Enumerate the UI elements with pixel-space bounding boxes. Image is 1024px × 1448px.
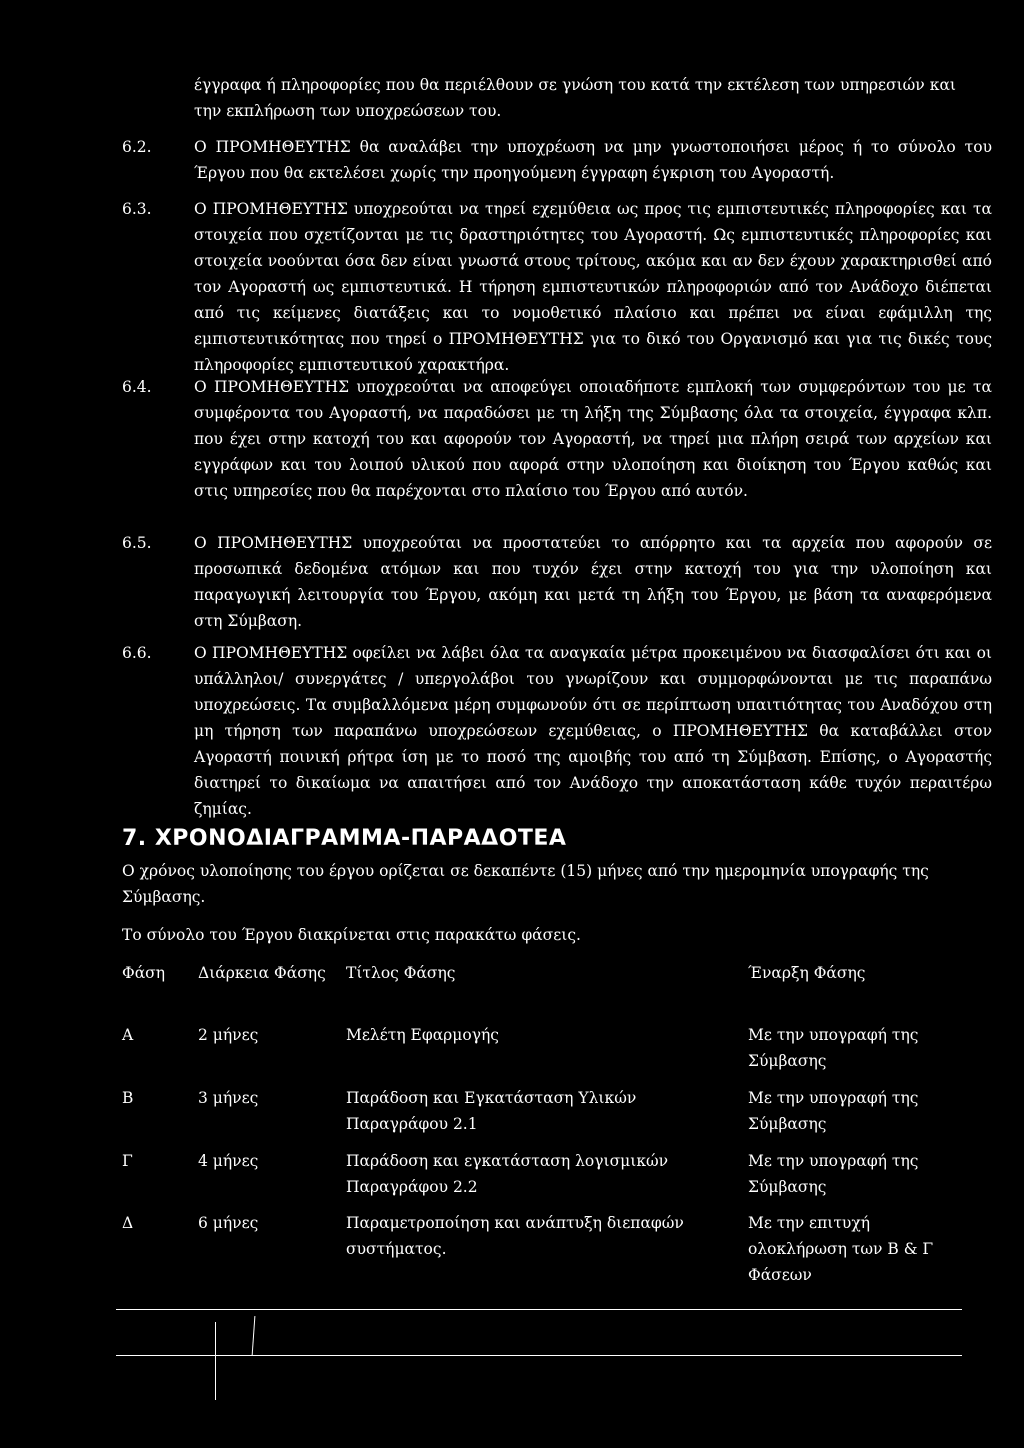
- cell-title: Παράδοση και Εγκατάσταση Υλικών Παραγράφου 2.1: [346, 1089, 637, 1133]
- clause-text: Ο ΠΡΟΜΗΘΕΥΤΗΣ οφείλει να λάβει όλα τα αναγκαία μέτρα προκειμένου να διασφαλίσει ότι και οι υπάλληλοι/ συνεργάτες / υπεργολάβοι του γνωρίζουν και συμμορφώνονται με τις παραπάνω υποχρεώσεις. Τα συμβαλλόμενα μέρη συμφωνούν ότι σε περίπτωση υπαιτιότητας του Αναδόχου στη μη τήρηση των παραπάνω υποχρεώσεων εχεμύθειας, ο ΠΡΟΜΗΘΕΥΤΗΣ θα καταβάλλει στον Αγοραστή ποινική ρήτρα ίση με το ποσό της αμοιβής του από τη Σύμβαση. Επίσης, ο Αγοραστής διατηρεί το δικαίωμα να απαιτήσει από τον Ανάδοχο την αποκατάσταση κάθε τυχόν περαιτέρω ζημίας.: [194, 644, 992, 818]
- header-duration: Διάρκεια Φάσης: [198, 964, 326, 982]
- clause-number: 6.3.: [122, 200, 152, 218]
- clause-6-4: [122, 374, 992, 504]
- header-start: Έναρξη Φάσης: [748, 964, 866, 982]
- header-title: Τίτλος Φάσης: [346, 964, 456, 982]
- cell-duration: 2 μήνες: [198, 1026, 259, 1044]
- margin-mark-left: [215, 1322, 216, 1400]
- cell-phase: Β: [122, 1089, 134, 1107]
- clause-6-2: [122, 134, 992, 186]
- clause-text: Ο ΠΡΟΜΗΘΕΥΤΗΣ υποχρεούται να τηρεί εχεμύθεια ως προς τις εμπιστευτικές πληροφορίες και τα στοιχεία που σχετίζονται με τις δραστηριότητες του Αγοραστή. Ως εμπιστευτικές πληροφορίες και στοιχεία νοούνται όσα δεν είναι γνωστά στους τρίτους, ακόμα και αν δεν έχουν χαρακτηρισθεί από τον Αγοραστή ως εμπιστευτικά. Η τήρηση εμπιστευτικών πληροφοριών από τον Ανάδοχο διέπεται από τις κείμενες διατάξεις και το νομοθετικό πλαίσιο και πρέπει να είναι εφάμιλλη της εμπιστευτικότητας που τηρεί ο ΠΡΟΜΗΘΕΥΤΗΣ για το δικό του Οργανισμό και για τις δικές τους πληροφορίες εμπιστευτικού χαρακτήρα.: [194, 200, 992, 374]
- cell-title: Παράδοση και εγκατάσταση λογισμικών Παραγράφου 2.2: [346, 1152, 669, 1196]
- cell-start: Με την υπογραφή της Σύμβασης: [748, 1152, 919, 1196]
- cell-title: Παραμετροποίηση και ανάπτυξη διεπαφών συστήματος.: [346, 1214, 684, 1258]
- phases-intro: Το σύνολο του Έργου διακρίνεται στις παρακάτω φάσεις.: [122, 926, 581, 944]
- clause-number: 6.6.: [122, 644, 152, 662]
- clause-number: 6.5.: [122, 534, 152, 552]
- clause-6-6: [122, 640, 992, 822]
- cell-start: Με την υπογραφή της Σύμβασης: [748, 1026, 919, 1070]
- cell-phase: Α: [122, 1026, 134, 1044]
- clause-6-3: [122, 196, 992, 378]
- cell-phase: Γ: [122, 1152, 133, 1170]
- cell-start: Με την υπογραφή της Σύμβασης: [748, 1089, 919, 1133]
- cell-duration: 3 μήνες: [198, 1089, 259, 1107]
- section-title: 7. ΧΡΟΝΟΔΙΑΓΡΑΜΜΑ-ΠΑΡΑΔΟΤΕΑ: [122, 826, 567, 851]
- schedule-paragraph: Ο χρόνος υλοποίησης του έργου ορίζεται σε δεκαπέντε (15) μήνες από την ημερομηνία υπογραφής της Σύμβασης.: [122, 862, 929, 906]
- cell-duration: 6 μήνες: [198, 1214, 259, 1232]
- lead-paragraph: έγγραφα ή πληροφορίες που θα περιέλθουν σε γνώση του κατά την εκτέλεση των υπηρεσιών και την εκπλήρωση των υποχρεώσεων του.: [194, 76, 956, 120]
- clause-6-5: [122, 530, 992, 634]
- margin-mark-right: [252, 1316, 256, 1356]
- clause-number: 6.2.: [122, 138, 152, 156]
- clause-text: Ο ΠΡΟΜΗΘΕΥΤΗΣ θα αναλάβει την υποχρέωση να μην γνωστοποιήσει μέρος ή το σύνολο του Έργου που θα εκτελέσει χωρίς την προηγούμενη έγγραφη έγκριση του Αγοραστή.: [194, 138, 992, 182]
- cell-start: Με την επιτυχή ολοκλήρωση των Β & Γ Φάσεων: [748, 1214, 934, 1284]
- bottom-rule-top: [116, 1309, 962, 1310]
- header-phase: Φάση: [122, 964, 166, 982]
- cell-title: Μελέτη Εφαρμογής: [346, 1026, 499, 1044]
- cell-phase: Δ: [122, 1214, 134, 1232]
- cell-duration: 4 μήνες: [198, 1152, 259, 1170]
- bottom-rule-bottom: [116, 1355, 962, 1356]
- clause-text: Ο ΠΡΟΜΗΘΕΥΤΗΣ υποχρεούται να προστατεύει το απόρρητο και τα αρχεία που αφορούν σε προσωπικά δεδομένα ατόμων και που τυχόν έχει στην κατοχή του για την υλοποίηση και παραγωγική λειτουργία του Έργου, ακόμη και μετά τη λήξη του Έργου, με βάση τα αναφερόμενα στη Σύμβαση.: [194, 534, 992, 630]
- clause-text: Ο ΠΡΟΜΗΘΕΥΤΗΣ υποχρεούται να αποφεύγει οποιαδήποτε εμπλοκή των συμφερόντων του με τα συμφέροντα του Αγοραστή, να παραδώσει με τη λήξη της Σύμβασης όλα τα στοιχεία, έγγραφα κλπ. που έχει στην κατοχή του και αφορούν τον Αγοραστή, να τηρεί μια πλήρη σειρά των αρχείων και εγγράφων και του λοιπού υλικού που αφορά στην υλοποίηση και διοίκηση του Έργου καθώς και στις υπηρεσίες που θα παρέχονται στο πλαίσιο του Έργου από αυτόν.: [194, 378, 992, 500]
- clause-number: 6.4.: [122, 378, 152, 396]
